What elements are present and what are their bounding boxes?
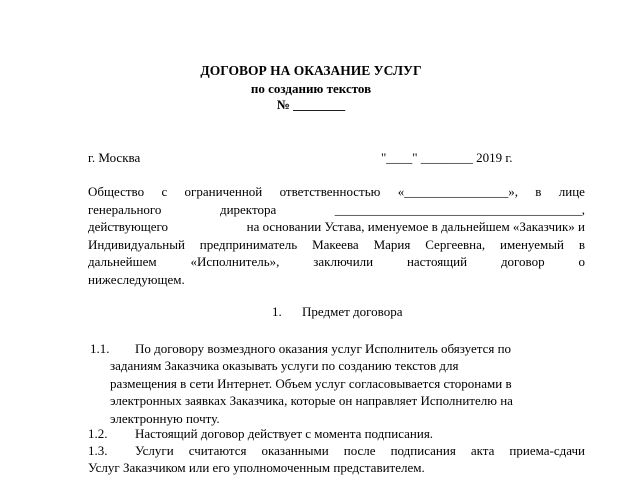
preamble-paragraph: [88, 183, 585, 288]
document-subtitle: по созданию текстов: [250, 81, 372, 96]
section-number: 1.: [272, 304, 282, 319]
preamble-line: Индивидуальный предприниматель Макеева Мария Сергеевна, именуемый в: [88, 236, 585, 252]
preamble-line: дальнейшем «Исполнитель», заключили настоящий договор о: [88, 254, 585, 269]
city-text: г. Москва: [88, 150, 141, 165]
date-text: "____" ________ 2019 г.: [381, 150, 513, 165]
clause-text: По договору возмездного оказания услуг Исполнитель обязуется по: [135, 341, 512, 356]
preamble-line: нижеследующем.: [88, 271, 185, 287]
preamble-line: Общество с ограниченной ответственностью «________________», в лице: [88, 184, 585, 199]
section-title: Предмет договора: [302, 304, 403, 319]
preamble-line: генерального директора ______________________________________,: [88, 201, 585, 217]
preamble-line: действующего на основании Устава, именуемое в дальнейшем «Заказчик» и: [88, 219, 585, 234]
clause-1-3-body: [135, 442, 585, 460]
clause-number: 1.2.: [88, 426, 108, 441]
clause-1-1-body: [110, 357, 580, 427]
clause-number: 1.3.: [88, 443, 108, 458]
clause-line: электронную почту.: [110, 410, 220, 426]
clause-line: размещения в сети Интернет. Объем услуг согласовывается сторонами в: [110, 375, 512, 391]
clause-number: 1.1.: [90, 341, 110, 356]
clause-line: заданиям Заказчика оказывать услуги по созданию текстов для: [110, 358, 459, 373]
clause-text: Настоящий договор действует с момента подписания.: [135, 426, 434, 441]
clause-line: Услуги считаются оказанными после подписания акта приема-сдачи: [135, 443, 585, 458]
document-number: № ________: [276, 97, 346, 112]
clause-line: Услуг Заказчиком или его уполномоченным представителем.: [88, 460, 425, 475]
document-title: ДОГОВОР НА ОКАЗАНИЕ УСЛУГ: [200, 63, 422, 78]
section-heading: [272, 303, 402, 321]
clause-line: электронных заявках Заказчика, которые он направляет Исполнителю на: [110, 393, 513, 408]
